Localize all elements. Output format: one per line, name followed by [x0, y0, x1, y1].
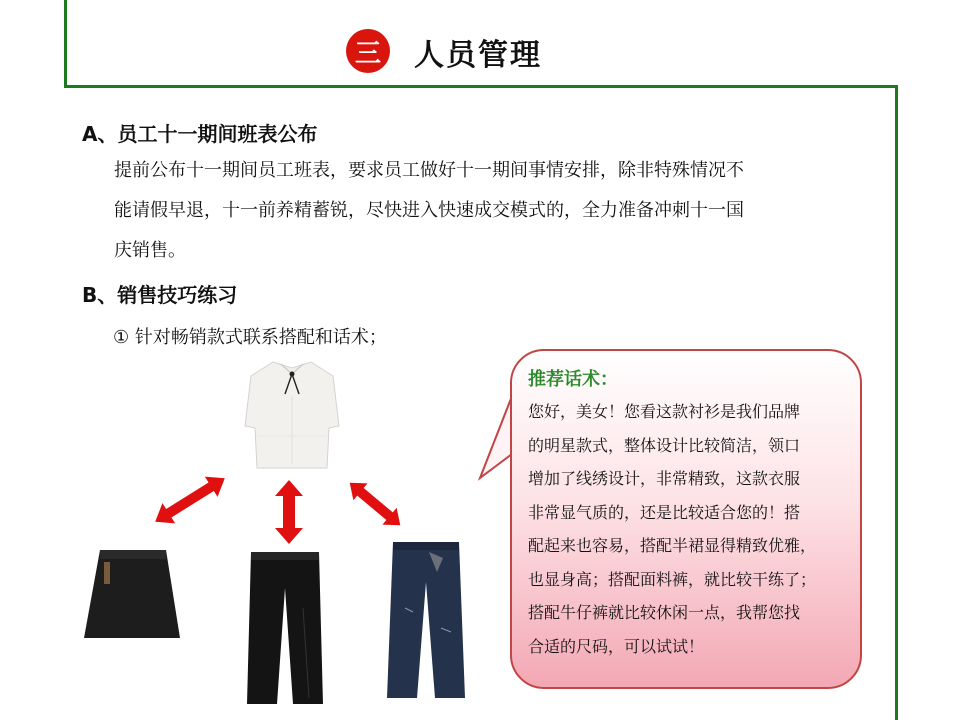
bubble-line: 的明星款式，整体设计比较简洁，领口 — [528, 435, 801, 455]
white-blouse-image — [243, 356, 341, 474]
double-arrow-icon — [272, 478, 306, 546]
bubble-line: 您好，美女！您看这款衬衫是我们品牌 — [528, 402, 801, 421]
bubble-line: 增加了线绣设计，非常精致，这款衣服 — [528, 469, 801, 488]
section-a-line: 提前公布十一期间员工班表，要求员工做好十一期间事情安排，除非特殊情况不 — [114, 160, 744, 181]
double-arrow-icon — [145, 470, 235, 530]
black-trousers-image — [245, 548, 325, 708]
frame-line-top — [64, 85, 898, 88]
section-b-heading: B、销售技巧练习 — [82, 283, 238, 307]
page-title: 人员管理 — [414, 38, 542, 73]
black-skirt-image — [82, 546, 182, 646]
frame-line-right — [895, 85, 898, 720]
section-a-line: 庆销售。 — [114, 240, 186, 261]
section-b-item: ① 针对畅销款式联系搭配和话术； — [113, 327, 387, 348]
bubble-heading: 推荐话术： — [528, 369, 618, 390]
blue-jeans-image — [385, 538, 467, 703]
bubble-line: 配起来也容易，搭配半裙显得精致优雅， — [528, 536, 817, 555]
section-a-paragraph — [114, 151, 874, 271]
section-number-badge: 三 — [346, 29, 390, 73]
section-a-heading: A、员工十一期间班表公布 — [82, 122, 318, 146]
bubble-line: 搭配牛仔裤就比较休闲一点，我帮您找 — [528, 603, 801, 622]
double-arrow-icon — [340, 474, 410, 534]
speech-bubble — [510, 349, 862, 689]
section-a-line: 能请假早退，十一前养精蓄锐，尽快进入快速成交模式的，全力准备冲刺十一国 — [114, 200, 744, 221]
frame-line-left — [64, 0, 67, 88]
bubble-line: 也显身高；搭配面料裤，就比较干练了； — [528, 569, 817, 589]
bubble-line: 合适的尺码，可以试试！ — [528, 636, 705, 656]
bubble-line: 非常显气质的，还是比较适合您的！搭 — [528, 502, 801, 522]
